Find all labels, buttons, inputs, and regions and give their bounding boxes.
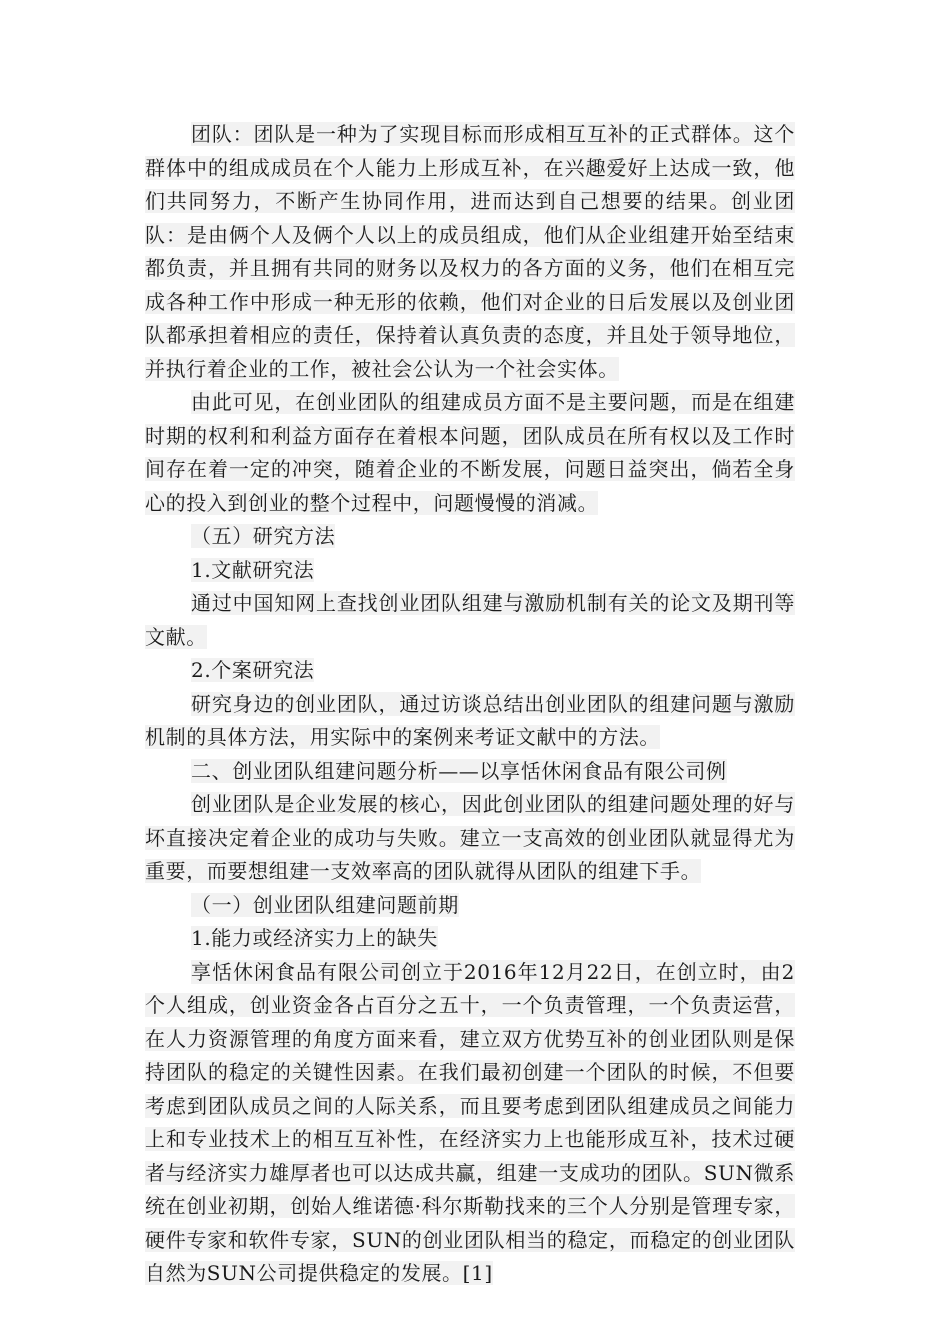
paragraph-case-study: [145, 688, 795, 755]
paragraph-text: 研究身边的创业团队，通过访谈总结出创业团队的组建问题与激励机制的具体方法，用实际中的案例来考证文献中的方法。: [145, 691, 795, 749]
heading-ability-gap: [145, 922, 795, 956]
heading-text: 二、创业团队组建问题分析——以享恬休闲食品有限公司例: [191, 758, 727, 783]
paragraph-company-case: [145, 956, 795, 1291]
paragraph-team-definition: [145, 118, 795, 386]
heading-research-methods: [145, 520, 795, 554]
paragraph-team-core: [145, 788, 795, 889]
paragraph-text: 创业团队是企业发展的核心，因此创业团队的组建问题处理的好与坏直接决定着企业的成功与失败。建立一支高效的创业团队就显得尤为重要，而要想组建一支效率高的团队就得从团队的组建下手。: [145, 792, 795, 883]
heading-case-study: [145, 654, 795, 688]
paragraph-text: 由此可见，在创业团队的组建成员方面不是主要问题，而是在组建时期的权利和利益方面存在着根本问题，团队成员在所有权以及工作时间存在着一定的冲突，随着企业的不断发展，问题日益突出，倘若全身心的投入到创业的整个过程中，问题慢慢的消减。: [145, 390, 795, 515]
heading-literature-research: [145, 554, 795, 588]
heading-text: 1.文献研究法: [191, 557, 315, 582]
document-page: [145, 118, 795, 1291]
paragraph-conclusion: [145, 386, 795, 520]
heading-text: 1.能力或经济实力上的缺失: [191, 926, 438, 950]
heading-section-two: [145, 755, 795, 789]
heading-text: （五）研究方法: [191, 524, 336, 548]
heading-text: （一）创业团队组建问题前期: [191, 892, 459, 917]
paragraph-text: 团队：团队是一种为了实现目标而形成相互互补的正式群体。这个群体中的组成成员在个人能力上形成互补，在兴趣爱好上达成一致，他们共同努力，不断产生协同作用，进而达到自己想要的结果。创业团队：是由俩个人及俩个人以上的成员组成，他们从企业组建开始至结束都负责，并且拥有共同的财务以及权力的各方面的义务，他们在相互完成各种工作中形成一种无形的依赖，他们对企业的日后发展以及创业团队都承担着相应的责任，保持着认真负责的态度，并且处于领导地位，并执行着企业的工作，被社会公认为一个社会实体。: [145, 122, 795, 381]
paragraph-literature-research: [145, 587, 795, 654]
paragraph-text: 通过中国知网上查找创业团队组建与激励机制有关的论文及期刊等文献。: [145, 591, 795, 649]
paragraph-text: 享恬休闲食品有限公司创立于2016年12月22日，在创立时，由2个人组成，创业资金各占百分之五十，一个负责管理，一个负责运营，在人力资源管理的角度方面来看，建立双方优势互补的创业团队则是保持团队的稳定的关键性因素。在我们最初创建一个团队的时候，不但要考虑到团队成员之间的人际关系，而且要考虑到团队组建成员之间能力上和专业技术上的相互互补性，在经济实力上也能形成互补，技术过硬者与经济实力雄厚者也可以达成共赢，组建一支成功的团队。SUN微系统在创业初期，创始人维诺德·科尔斯勒找来的三个人分别是管理专家，硬件专家和软件专家，SUN的创业团队相当的稳定，而稳定的创业团队自然为SUN公司提供稳定的发展。[1]: [145, 959, 795, 1285]
heading-early-stage: [145, 889, 795, 923]
heading-text: 2.个案研究法: [191, 658, 315, 682]
